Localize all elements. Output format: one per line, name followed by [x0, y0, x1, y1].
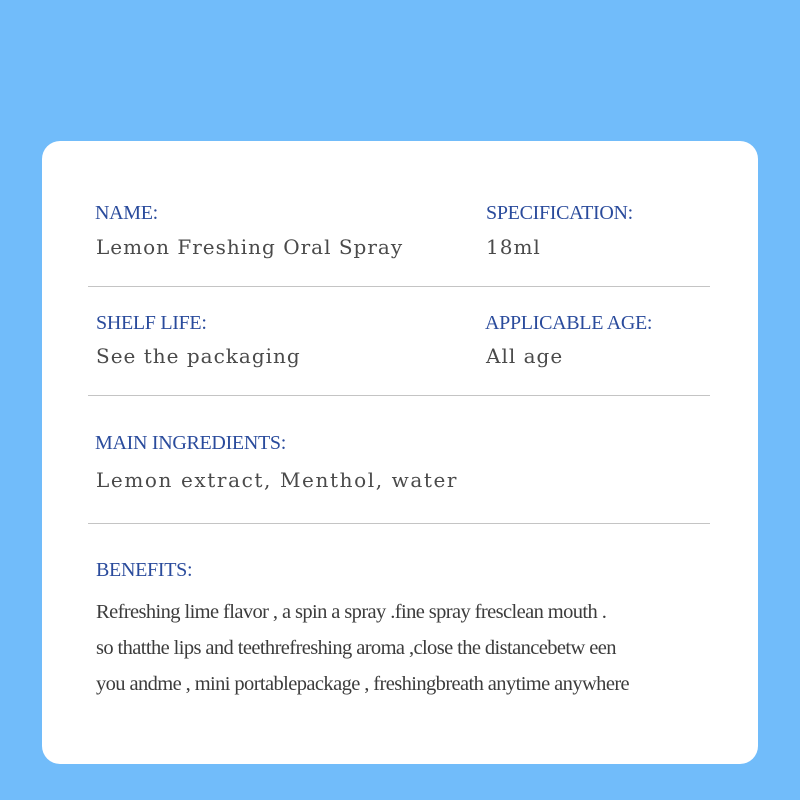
divider — [88, 395, 710, 396]
divider — [88, 286, 710, 287]
benefits-text — [96, 594, 716, 702]
divider — [88, 523, 710, 524]
name-label: NAME: — [95, 202, 158, 224]
shelf-life-value: See the packaging — [96, 344, 301, 368]
specification-value: 18ml — [486, 235, 541, 259]
specification-label: SPECIFICATION: — [486, 202, 633, 224]
product-info-card — [42, 141, 758, 764]
benefits-line: Refreshing lime flavor , a spin a spray .fine spray fresclean mouth . — [96, 601, 607, 623]
shelf-life-label: SHELF LIFE: — [96, 312, 207, 334]
main-ingredients-label: MAIN INGREDIENTS: — [95, 432, 286, 454]
benefits-label: BENEFITS: — [96, 559, 193, 581]
applicable-age-label: APPLICABLE AGE: — [485, 312, 653, 334]
main-ingredients-value: Lemon extract, Menthol, water — [96, 468, 459, 492]
name-value: Lemon Freshing Oral Spray — [96, 235, 404, 259]
benefits-line: so thatthe lips and teethrefreshing aroma ,close the distancebetw een — [96, 637, 616, 659]
benefits-line: you andme , mini portablepackage , freshingbreath anytime anywhere — [96, 673, 630, 695]
applicable-age-value: All age — [486, 344, 564, 368]
